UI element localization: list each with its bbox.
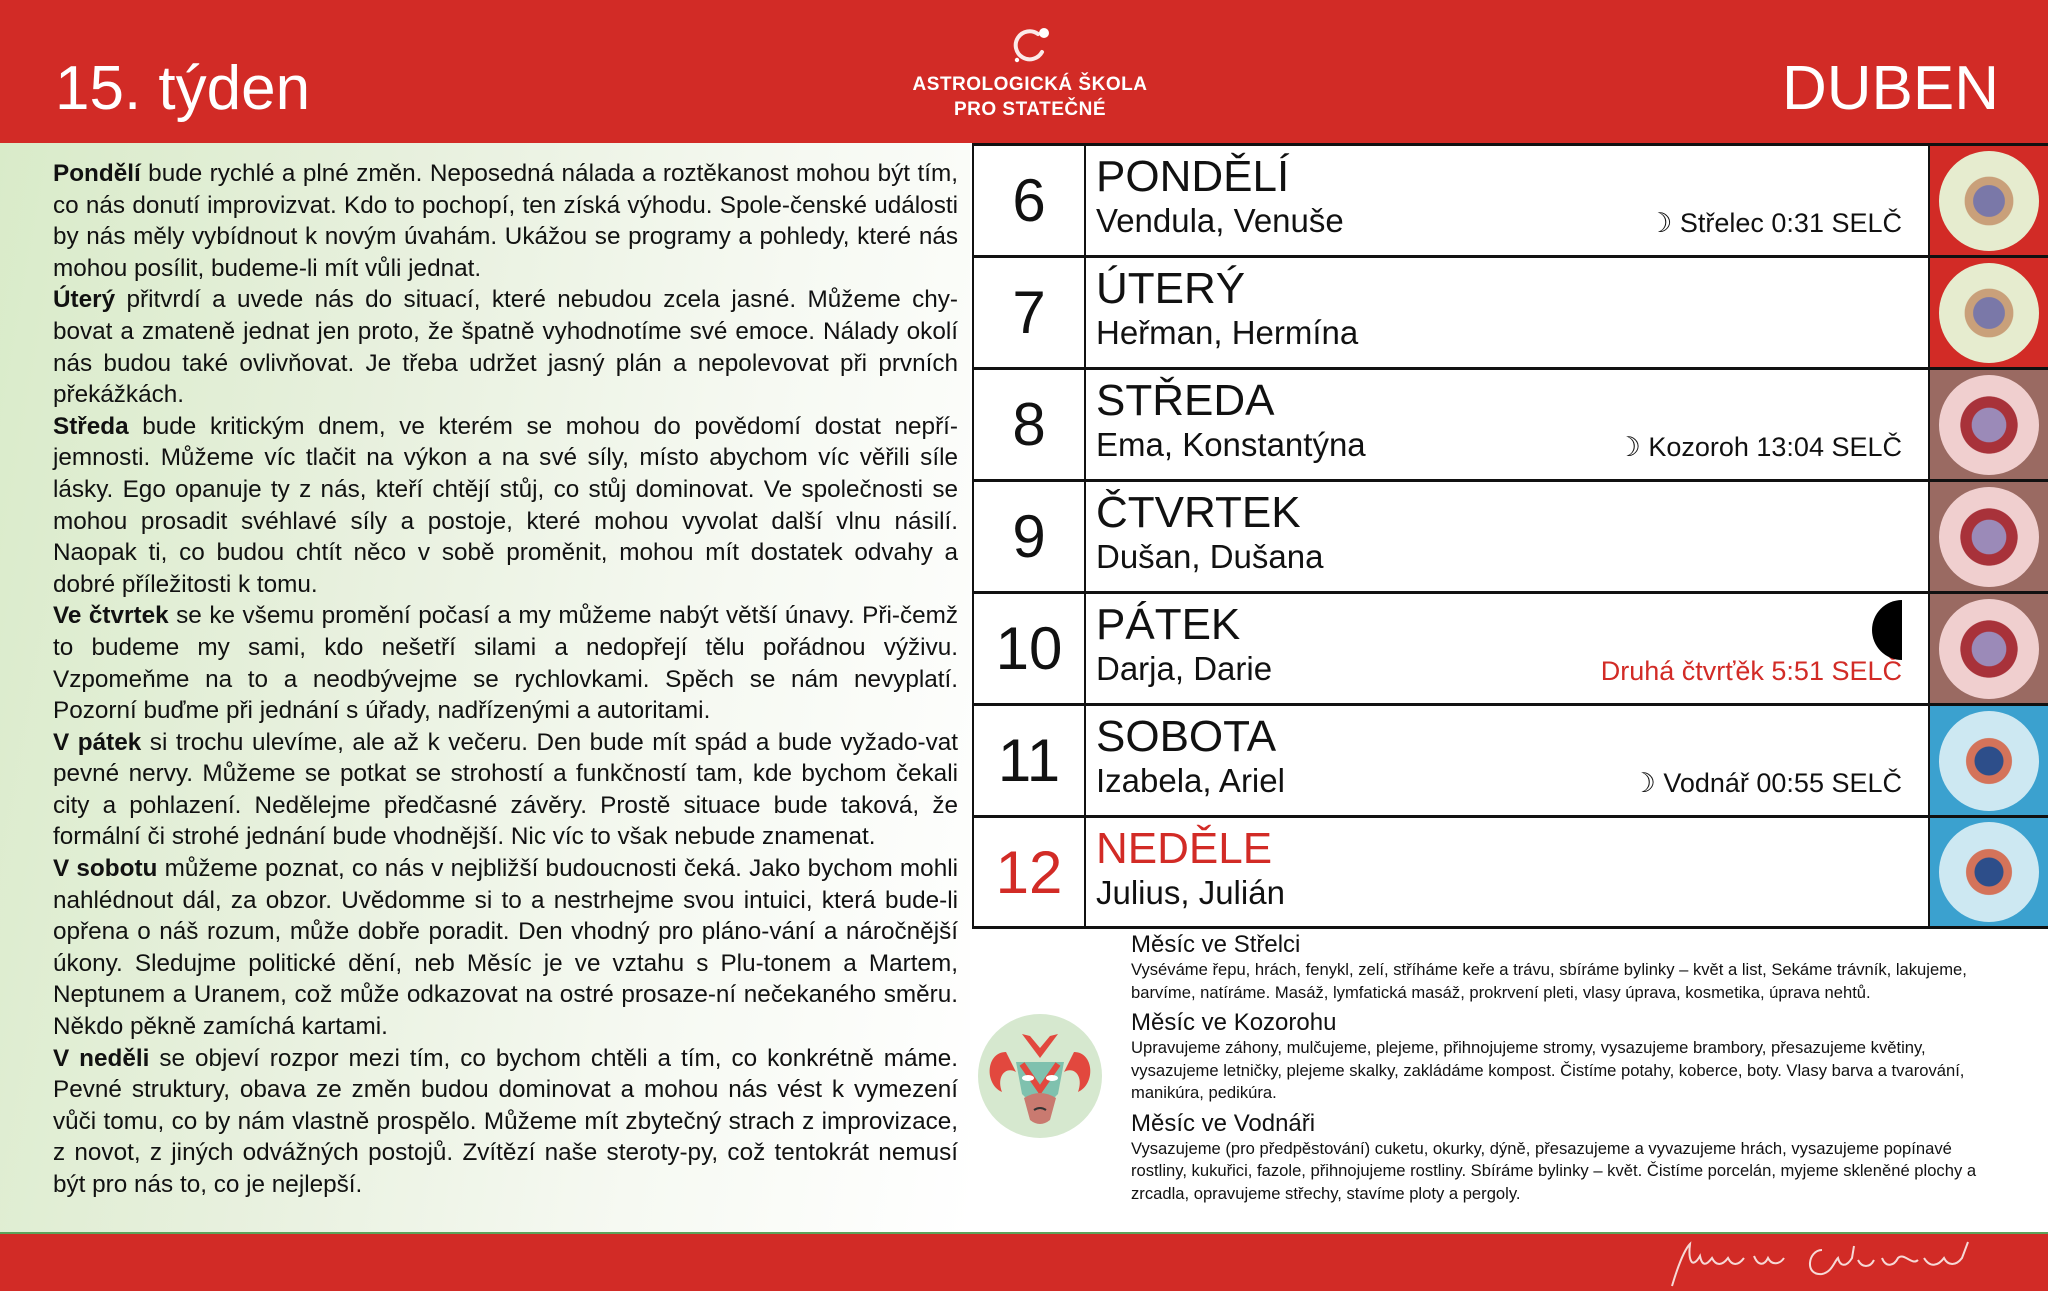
day-number: 10: [972, 594, 1086, 703]
moon-note: Druhá čtvrťěk 5:51 SELČ: [1600, 656, 1902, 686]
forecast-lead: V neděli: [53, 1044, 150, 1072]
name-days: Vendula, Venuše: [1096, 202, 1344, 239]
zodiac-cell: [1928, 594, 2048, 703]
aquarius-icon: [1939, 822, 2039, 922]
forecast-text: bude kritickým dnem, ve kterém se mohou do povědomí dostat nepří-jemnosti. Můžeme víc tlačit na výkon a na své síly, místo abychom víc věřili síle lásky. Ego opanuje ty z nás, kteří chtějí stůj, co stůj dominovat. Ve společnosti se mohou prosadit svéhlavé síly a postoje, které mohou vyvolat další vlnu násilí. Naopak ti, co budou chtít něco v sobě proměnit, mohou mít dostatek odvahy a dobré příležitosti k tomu.: [53, 412, 958, 598]
day-number: 6: [972, 146, 1086, 255]
week-title: 15. týden: [55, 54, 311, 123]
moon-note: ☽ Vodnář 00:55 SELČ: [1631, 768, 1902, 798]
forecast-text: si trochu ulevíme, ale až k večeru. Den bude mít spád a bude vyžado-vat pevné nervy. Můžeme se potkat se strohostí a funkčností tam, kde bychom čekali city a pohlazení. Nedělejme předčasné závěry. Prostě situace bude taková, že formální či strohé jednání bude vhodnější. Nic víc to však nebude znamenat.: [53, 728, 958, 851]
day-number: 9: [972, 482, 1086, 591]
moon-note: ☽ Střelec 0:31 SELČ: [1648, 208, 1902, 238]
school-logo: [880, 26, 1180, 122]
day-row: [972, 591, 2048, 703]
forecast-lead: V pátek: [53, 728, 142, 756]
forecast-saturday: [53, 853, 958, 1043]
forecast-wednesday: [53, 411, 958, 601]
day-name: NEDĚLE: [1096, 824, 1273, 873]
day-name: PONDĚLÍ: [1096, 152, 1290, 201]
aries-ram-icon: [976, 1012, 1104, 1140]
name-days: Ema, Konstantýna: [1096, 426, 1366, 463]
forecast-text: se objeví rozpor mezi tím, co bychom chtěli a tím, co konkrétně máme. Pevné struktury, obava ze změn budou dominovat a mohou nás vést k vymezení vůči tomu, co by nám vlastně prospělo. Můžeme mít zbytečný strach z improvizace, z novot, z jiných odvážných postojů. Zvítězí naše steroty-py, což tentokrát nemusí být pro nás to, co je nejlepší.: [53, 1044, 958, 1198]
zodiac-cell: [1928, 818, 2048, 926]
day-row: [972, 143, 2048, 255]
forecast-text: můžeme poznat, co nás v nejbližší budoucnosti čeká. Jako bychom mohli nahlédnout dál, za obzor. Uvědomme si to a nestrhejme svou intuici, která bude-li opřena o náš rozum, může dobře poradit. Den vhodný pro pláno-vání a náročnější úkony. Sledujme politické dění, neb Měsíc je ve vztahu s Plu-tonem a Martem, Neptunem a Uranem, což může odkazovat na ostré prosaze-ní nečekaného směru. Někdo pěkně zamíchá kartami.: [53, 855, 958, 1041]
month-title: DUBEN: [1781, 54, 1999, 123]
sagittarius-icon: [1939, 263, 2039, 363]
day-name: STŘEDA: [1096, 376, 1275, 425]
capricorn-icon: [1939, 375, 2039, 475]
zodiac-cell: [1928, 482, 2048, 591]
zodiac-cell: [1928, 706, 2048, 815]
name-days: Heřman, Hermína: [1096, 314, 1359, 351]
weekly-forecast: [53, 158, 958, 1201]
day-number: 7: [972, 258, 1086, 367]
note-title: Měsíc ve Vodnáři: [1131, 1109, 1316, 1137]
forecast-lead: Ve čtvrtek: [53, 602, 169, 630]
day-number: 11: [972, 706, 1086, 815]
last-quarter-moon-icon: [1868, 600, 1902, 660]
day-number: 12: [972, 818, 1086, 926]
name-days: Dušan, Dušana: [1096, 538, 1324, 575]
day-row: [972, 815, 2048, 929]
forecast-thursday: [53, 600, 958, 726]
note-title: Měsíc ve Kozorohu: [1131, 1009, 1337, 1036]
day-name: ČTVRTEK: [1096, 488, 1301, 537]
forecast-lead: Středa: [53, 412, 129, 440]
note-title: Měsíc ve Střelci: [1131, 931, 1301, 958]
sagittarius-icon: [1939, 151, 2039, 251]
capricorn-icon: [1939, 599, 2039, 699]
day-name: ÚTERÝ: [1096, 264, 1246, 313]
logo-line-1: ASTROLOGICKÁ ŠKOLA: [912, 74, 1148, 95]
moon-note: ☽ Kozoroh 13:04 SELČ: [1616, 432, 1902, 462]
day-name: PÁTEK: [1096, 600, 1241, 649]
capricorn-icon: [1939, 487, 2039, 587]
forecast-monday: [53, 158, 958, 284]
forecast-sunday: [53, 1043, 958, 1201]
name-days: Julius, Julián: [1096, 874, 1285, 911]
zodiac-cell: [1928, 258, 2048, 367]
forecast-tuesday: [53, 284, 958, 410]
moon-gardening-notes: [1131, 930, 2011, 1209]
aquarius-icon: [1939, 711, 2039, 811]
logo-ring-icon: [1008, 26, 1052, 66]
day-row: [972, 255, 2048, 367]
forecast-text: bude rychlé a plné změn. Neposedná nálada a roztěkanost mohou být tím, co nás donutí improvizvat. Kdo to pochopí, ten získá výhodu. Spole-čenské události by nás měly vybídnout k novým úvahám. Ukážou se programy a pohledy, které nás mohou posílit, budeme-li mít vůli jednat.: [53, 160, 958, 282]
forecast-friday: [53, 727, 958, 853]
day-name: SOBOTA: [1096, 712, 1277, 761]
name-days: Darja, Darie: [1096, 650, 1273, 687]
forecast-lead: Pondělí: [53, 160, 141, 187]
day-row: [972, 479, 2048, 591]
day-calendar: [972, 143, 2048, 929]
zodiac-cell: [1928, 370, 2048, 479]
logo-line-2: PRO STATEČNÉ: [953, 99, 1107, 120]
zodiac-cell: [1928, 146, 2048, 255]
forecast-text: se ke všemu promění počasí a my můžeme nabýt větší únavy. Při-čemž to budeme my sami, kdo nešetří silami a nedopřejí tělu pořádnou výživu. Vzpomeňme na to a neodbývejme se rychlovkami. Spěch se nám nevyplatí. Pozorní buďme při jednání s úřady, nadřízenými a autoritami.: [53, 602, 958, 725]
day-row: [972, 367, 2048, 479]
forecast-lead: Úterý: [53, 286, 116, 314]
name-days: Izabela, Ariel: [1096, 762, 1285, 799]
note-text: Vysazujeme (pro předpěstování) cuketu, okurky, dýně, přesazujeme a vyvazujeme hrách, vysazujeme popínavé rostliny, kukuřici, fazole, přihnojujeme rostliny. Sbíráme bylinky – květ. Čistíme porcelán, myjeme skleněné plochy a zrcadla, opravujeme střechy, stavíme ploty a pergoly.: [1131, 1138, 1977, 1203]
forecast-text: přitvrdí a uvede nás do situací, které nebudou zcela jasné. Můžeme chy-bovat a zmateně jednat jen proto, že špatně vyhodnotíme své emoce. Nálady okolí nás budou také ovlivňovat. Je třeba udržet jasný plán a nepolevovat při prvních překážkách.: [53, 286, 958, 409]
forecast-lead: V sobotu: [53, 855, 158, 883]
note-text: Vyséváme řepu, hrách, fenykl, zelí, stříháme keře a trávu, sbíráme bylinky – květ a list, Sekáme trávník, lakujeme, barvíme, natíráme. Masáž, lymfatická masáž, prokrvení pleti, vlasy úprava, kosmetika, úprava nehtů.: [1131, 960, 1967, 1002]
note-text: Upravujeme záhony, mulčujeme, plejeme, přihnojujeme stromy, vysazujeme brambory, přesazujeme květiny, vysazujeme letničky, plejeme skalky, zakládáme kompost. Čistíme potahy, koberce, boty. Vlasy barva a tvarování, manikúra, pedikúra.: [1131, 1038, 1965, 1102]
author-signature: [1662, 1236, 2002, 1290]
day-row: [972, 703, 2048, 815]
day-number: 8: [972, 370, 1086, 479]
